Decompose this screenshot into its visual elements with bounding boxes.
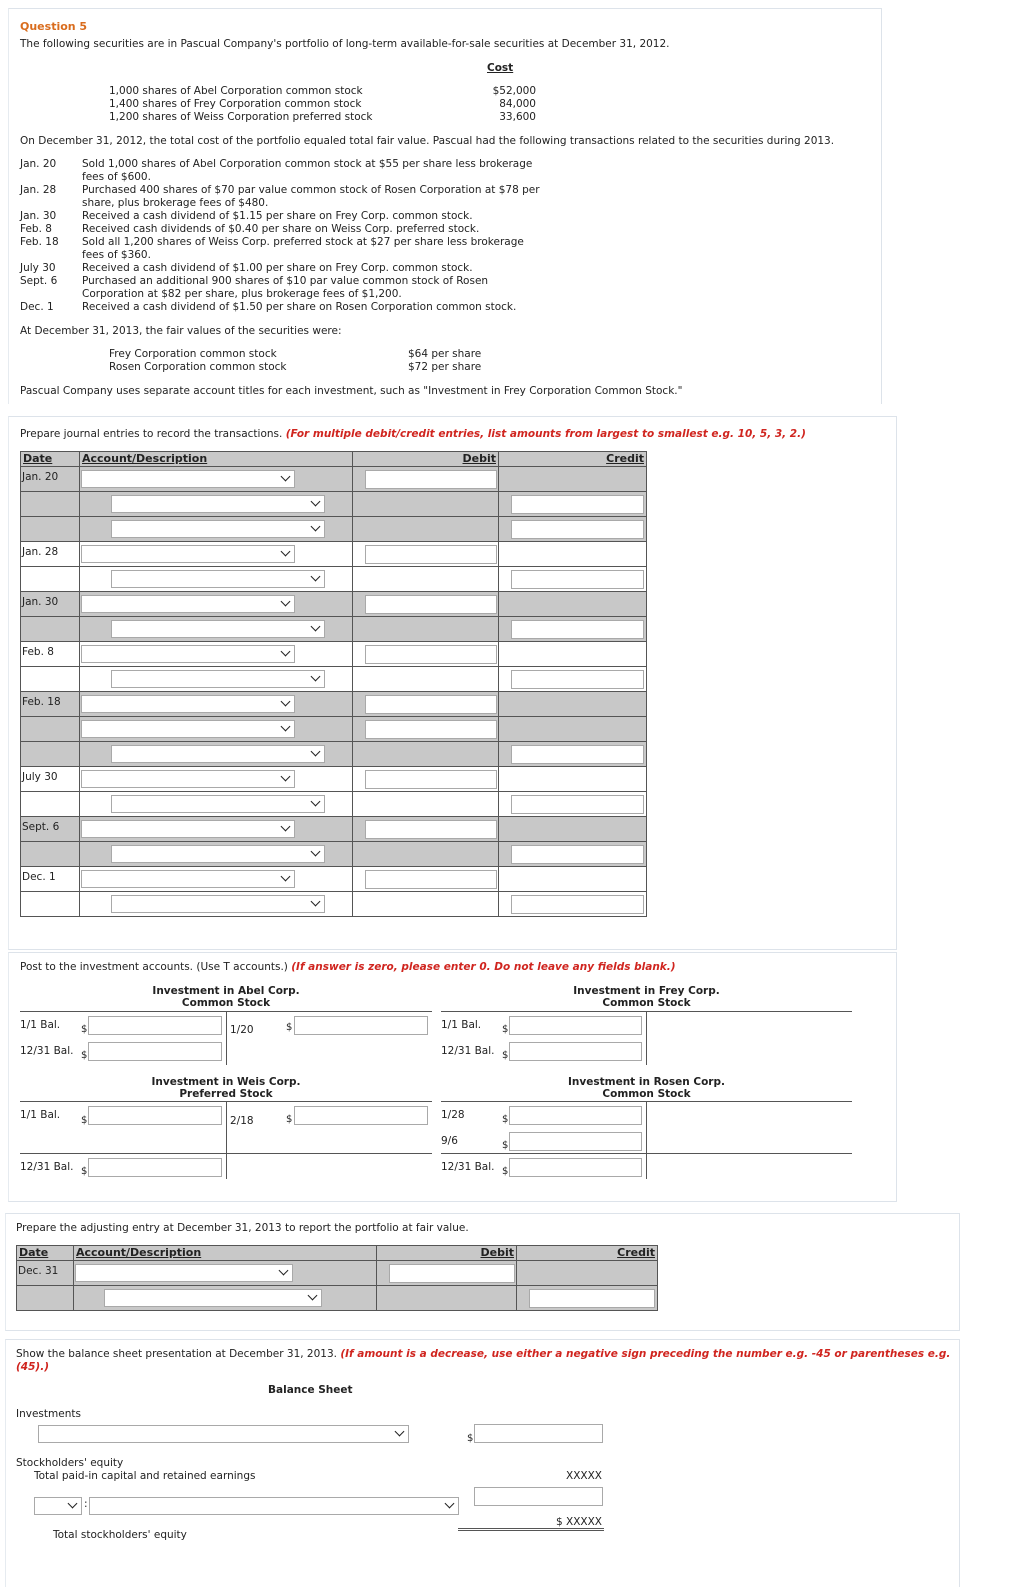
chevron-down-icon [308, 1291, 318, 1301]
journal-row [21, 567, 647, 592]
colon-separator: : [84, 1498, 88, 1510]
account-select[interactable] [111, 895, 325, 913]
row-date: Dec. 1 [21, 867, 80, 892]
rosen-purchase-2-input[interactable] [509, 1132, 642, 1151]
row-date: Feb. 8 [21, 642, 80, 667]
journal-row [21, 667, 647, 692]
account-select[interactable] [111, 745, 325, 763]
transaction-date: July 30 [20, 262, 56, 274]
account-select[interactable] [111, 670, 325, 688]
header-account: Account/Description [74, 1246, 377, 1261]
abel-ending-balance-input[interactable] [88, 1042, 222, 1061]
journal-row [21, 867, 647, 892]
transaction-text: Received a cash dividend of $1.50 per share on Rosen Corporation common stock. [82, 301, 517, 313]
rosen-purchase-1-input[interactable] [509, 1106, 642, 1125]
chevron-down-icon [311, 522, 321, 532]
debit-input[interactable] [365, 645, 497, 664]
journal-row [17, 1261, 658, 1286]
chevron-down-icon [281, 722, 291, 732]
total-paid-in-capital-label: Total paid-in capital and retained earnings [34, 1470, 256, 1482]
t-label: 1/1 Bal. [20, 1019, 61, 1031]
chevron-down-icon [311, 797, 321, 807]
balance-sheet-title: Balance Sheet [268, 1384, 353, 1396]
account-select[interactable] [81, 720, 295, 738]
t-label: 12/31 Bal. [441, 1045, 495, 1057]
weis-beginning-balance-input[interactable] [88, 1106, 222, 1125]
journal-row [21, 842, 647, 867]
t-account-frey-title [441, 985, 852, 1009]
chevron-down-icon [311, 897, 321, 907]
t-account-abel-title [20, 985, 432, 1009]
dollar-sign: $ [467, 1433, 474, 1444]
chevron-down-icon [311, 497, 321, 507]
account-select[interactable] [111, 620, 325, 638]
chevron-down-icon [311, 622, 321, 632]
transaction-text: fees of $600. [82, 171, 151, 183]
dollar-sign: $ [81, 1166, 88, 1177]
dollar-sign: $ [502, 1024, 509, 1035]
t-label: 9/6 [441, 1135, 458, 1147]
transaction-text: fees of $360. [82, 249, 151, 261]
dollar-sign: $ [81, 1115, 88, 1126]
transaction-date: Feb. 18 [20, 236, 59, 248]
account-select[interactable] [111, 495, 325, 513]
transaction-text: Corporation at $82 per share, plus brokerage fees of $1,200. [82, 288, 402, 300]
frey-beginning-balance-input[interactable] [509, 1016, 642, 1035]
investments-account-select[interactable] [38, 1425, 409, 1443]
journal-row [21, 642, 647, 667]
chevron-down-icon [281, 647, 291, 657]
fair-value-desc: Frey Corporation common stock [109, 348, 277, 360]
row-date: Jan. 30 [21, 592, 80, 617]
cost-header: Cost [487, 62, 514, 74]
header-account: Account/Description [80, 452, 353, 467]
total-underline [458, 1528, 604, 1529]
dollar-sign: $ [502, 1050, 509, 1061]
chevron-down-icon [281, 697, 291, 707]
debit-input[interactable] [389, 1264, 515, 1283]
adjusting-table [16, 1245, 658, 1311]
weis-ending-balance-input[interactable] [88, 1158, 222, 1177]
transaction-text: Sold 1,000 shares of Abel Corporation common stock at $55 per share less brokerage [82, 158, 533, 170]
t-label: 1/28 [441, 1109, 465, 1121]
journal-row [21, 617, 647, 642]
t-label: 12/31 Bal. [441, 1161, 495, 1173]
t-account-rule [226, 1011, 227, 1065]
chevron-down-icon [311, 572, 321, 582]
chevron-down-icon [311, 747, 321, 757]
t-account-rule [226, 1101, 227, 1179]
paragraph-2: On December 31, 2012, the total cost of the portfolio equaled total fair value. Pascual had the following transactions related to the securities during 2013. [20, 135, 835, 147]
transaction-text: Sold all 1,200 shares of Weiss Corp. preferred stock at $27 per share less brokerage [82, 236, 524, 248]
journal-row [21, 767, 647, 792]
account-select[interactable] [81, 595, 295, 613]
journal-prompt-text: Prepare journal entries to record the transactions. [20, 428, 283, 440]
t-account-rule [646, 1011, 647, 1065]
credit-input[interactable] [511, 795, 644, 814]
credit-input[interactable] [511, 570, 644, 589]
transaction-text: share, plus brokerage fees of $480. [82, 197, 269, 209]
row-date: Jan. 20 [21, 467, 80, 492]
t-account-rosen-title [441, 1076, 852, 1100]
security-desc: 1,000 shares of Abel Corporation common stock [109, 85, 363, 97]
t-title-line: Investment in Abel Corp. [152, 985, 300, 997]
account-select[interactable] [81, 770, 295, 788]
account-select[interactable] [75, 1264, 293, 1282]
account-select[interactable] [81, 695, 295, 713]
chevron-down-icon [281, 872, 291, 882]
journal-row [21, 592, 647, 617]
header-credit: Credit [517, 1246, 658, 1261]
debit-input[interactable] [365, 720, 497, 739]
chevron-down-icon [395, 1427, 405, 1437]
investments-amount-input[interactable] [474, 1424, 603, 1443]
journal-instruction: (For multiple debit/credit entries, list amounts from largest to smallest e.g. 10, 5, 3, 2.) [285, 428, 806, 440]
journal-row [21, 817, 647, 842]
credit-input[interactable] [529, 1289, 655, 1308]
t-account-weis-title [20, 1076, 432, 1100]
row-date: Dec. 31 [17, 1261, 74, 1286]
account-select[interactable] [81, 820, 295, 838]
debit-input[interactable] [365, 695, 497, 714]
chevron-down-icon [445, 1499, 455, 1509]
journal-row [21, 517, 647, 542]
debit-input[interactable] [365, 870, 497, 889]
chevron-down-icon [311, 847, 321, 857]
journal-prompt [20, 428, 806, 440]
t-title-line: Preferred Stock [179, 1088, 273, 1100]
security-desc: 1,400 shares of Frey Corporation common stock [109, 98, 362, 110]
chevron-down-icon [281, 822, 291, 832]
t-account-rule [441, 1153, 852, 1154]
dollar-sign: $ [286, 1114, 293, 1125]
account-select[interactable] [111, 845, 325, 863]
question-title: Question 5 [20, 20, 88, 33]
adjusting-prompt: Prepare the adjusting entry at December 31, 2013 to report the portfolio at fair value. [16, 1222, 469, 1234]
row-date: July 30 [21, 767, 80, 792]
chevron-down-icon [311, 672, 321, 682]
journal-row [21, 692, 647, 717]
t-label: 1/1 Bal. [441, 1019, 482, 1031]
row-date: Feb. 18 [21, 692, 80, 717]
credit-input[interactable] [511, 520, 644, 539]
transaction-text: Purchased an additional 900 shares of $10 par value common stock of Rosen [82, 275, 489, 287]
journal-row [21, 742, 647, 767]
transaction-text: Received a cash dividend of $1.15 per share on Frey Corp. common stock. [82, 210, 473, 222]
transaction-date: Sept. 6 [20, 275, 58, 287]
account-select[interactable] [81, 645, 295, 663]
equity-account-select[interactable] [89, 1497, 459, 1515]
chevron-down-icon [281, 772, 291, 782]
debit-input[interactable] [365, 770, 497, 789]
balance-sheet-prompt-text: Show the balance sheet presentation at December 31, 2013. [16, 1348, 337, 1360]
dollar-sign: $ [502, 1114, 509, 1125]
security-cost: $52,000 [492, 85, 536, 97]
transaction-date: Feb. 8 [20, 223, 52, 235]
journal-row [21, 492, 647, 517]
t-account-rule [20, 1153, 432, 1154]
header-debit: Debit [377, 1246, 517, 1261]
row-date: Sept. 6 [21, 817, 80, 842]
rosen-ending-balance-input[interactable] [509, 1158, 642, 1177]
account-select[interactable] [111, 795, 325, 813]
t-title-line: Common Stock [602, 997, 691, 1009]
header-debit: Debit [353, 452, 499, 467]
dollar-sign: $ [502, 1166, 509, 1177]
debit-input[interactable] [365, 545, 497, 564]
fair-value-desc: Rosen Corporation common stock [109, 361, 287, 373]
transaction-text: Received a cash dividend of $1.00 per share on Frey Corp. common stock. [82, 262, 473, 274]
chevron-down-icon [281, 547, 291, 557]
t-label: 12/31 Bal. [20, 1161, 74, 1173]
balance-sheet-panel [5, 1339, 960, 1587]
journal-row [17, 1286, 658, 1311]
stockholders-equity-label: Stockholders' equity [16, 1457, 124, 1469]
account-select[interactable] [81, 545, 295, 563]
total-se-amount: $ XXXXX [556, 1516, 602, 1528]
credit-input[interactable] [511, 895, 644, 914]
credit-input[interactable] [511, 845, 644, 864]
transaction-date: Jan. 30 [20, 210, 57, 222]
header-credit: Credit [499, 452, 647, 467]
credit-input[interactable] [511, 670, 644, 689]
question-intro: The following securities are in Pascual Company's portfolio of long-term available-for-sale securities at December 31, 2012. [20, 38, 670, 50]
fair-value-intro: At December 31, 2013, the fair values of the securities were: [20, 325, 342, 337]
account-select[interactable] [111, 520, 325, 538]
journal-row [21, 467, 647, 492]
chevron-down-icon [68, 1499, 78, 1509]
dollar-sign: $ [81, 1024, 88, 1035]
balance-sheet-instruction: (If amount is a decrease, use either a negative sign preceding the number e.g. -45 or parentheses e.g. [340, 1348, 951, 1360]
debit-input[interactable] [365, 820, 497, 839]
abel-sale-input[interactable] [294, 1016, 428, 1035]
paid-in-capital-amount: XXXXX [566, 1470, 602, 1482]
row-date: Jan. 28 [21, 542, 80, 567]
t-label: 1/1 Bal. [20, 1109, 61, 1121]
sign-select[interactable] [34, 1497, 82, 1515]
credit-input[interactable] [511, 745, 644, 764]
journal-row [21, 792, 647, 817]
dollar-sign: $ [502, 1140, 509, 1151]
security-cost: 84,000 [499, 98, 536, 110]
debit-input[interactable] [365, 595, 497, 614]
debit-input[interactable] [365, 470, 497, 489]
t-title-line: Common Stock [602, 1088, 691, 1100]
journal-row [21, 542, 647, 567]
equity-adjustment-input[interactable] [474, 1487, 603, 1506]
account-select[interactable] [111, 570, 325, 588]
t-account-rule [646, 1101, 647, 1179]
account-note: Pascual Company uses separate account titles for each investment, such as "Investment in Frey Corporation Common Stock." [20, 385, 683, 397]
t-accounts-prompt-text: Post to the investment accounts. (Use T accounts.) [20, 961, 288, 973]
fair-value-amount: $72 per share [408, 361, 482, 373]
journal-table [20, 451, 647, 917]
weis-sale-input[interactable] [294, 1106, 428, 1125]
t-title-line: Investment in Weis Corp. [151, 1076, 301, 1088]
t-label: 12/31 Bal. [20, 1045, 74, 1057]
t-accounts-instruction: (If answer is zero, please enter 0. Do not leave any fields blank.) [291, 961, 676, 973]
chevron-down-icon [281, 597, 291, 607]
dollar-sign: $ [286, 1022, 293, 1033]
security-desc: 1,200 shares of Weiss Corporation preferred stock [109, 111, 373, 123]
total-underline [458, 1530, 604, 1531]
account-select[interactable] [81, 870, 295, 888]
dollar-sign: $ [81, 1050, 88, 1061]
balance-sheet-instruction-2: (45).) [16, 1361, 49, 1373]
balance-sheet-prompt [16, 1348, 950, 1360]
frey-ending-balance-input[interactable] [509, 1042, 642, 1061]
abel-beginning-balance-input[interactable] [88, 1016, 222, 1035]
journal-row [21, 717, 647, 742]
transaction-date: Dec. 1 [20, 301, 54, 313]
t-accounts-prompt [20, 961, 676, 973]
investments-label: Investments [16, 1408, 81, 1420]
t-label: 2/18 [230, 1115, 254, 1127]
t-title-line: Investment in Frey Corp. [573, 985, 720, 997]
credit-input[interactable] [511, 620, 644, 639]
chevron-down-icon [279, 1266, 289, 1276]
total-stockholders-equity-label: Total stockholders' equity [53, 1529, 187, 1541]
t-title-line: Investment in Rosen Corp. [568, 1076, 725, 1088]
transaction-date: Jan. 20 [20, 158, 57, 170]
t-title-line: Common Stock [181, 997, 271, 1009]
header-date: Date [17, 1246, 74, 1261]
transaction-text: Purchased 400 shares of $70 par value common stock of Rosen Corporation at $78 per [82, 184, 540, 196]
account-select[interactable] [104, 1289, 322, 1307]
t-label: 1/20 [230, 1024, 254, 1036]
transaction-date: Jan. 28 [20, 184, 57, 196]
security-cost: 33,600 [499, 111, 536, 123]
chevron-down-icon [281, 472, 291, 482]
fair-value-amount: $64 per share [408, 348, 482, 360]
header-date: Date [21, 452, 80, 467]
account-select[interactable] [81, 470, 295, 488]
transaction-text: Received cash dividends of $0.40 per share on Weiss Corp. preferred stock. [82, 223, 480, 235]
credit-input[interactable] [511, 495, 644, 514]
journal-row [21, 892, 647, 917]
